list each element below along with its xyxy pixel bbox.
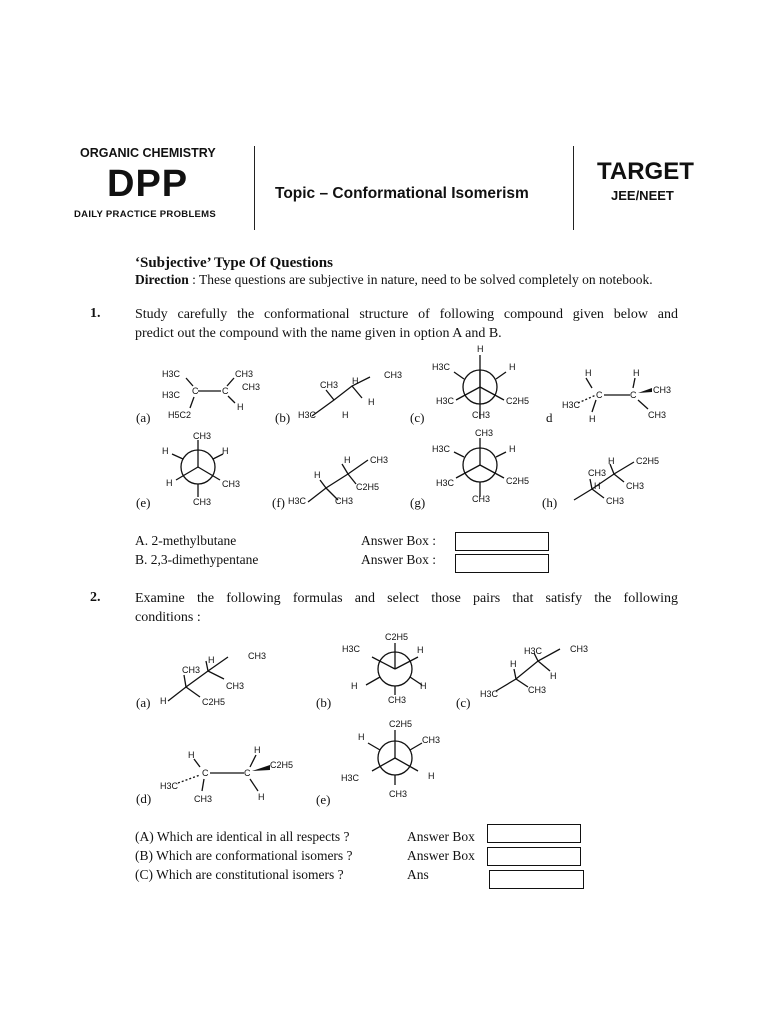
svg-text:(h): (h) [542,495,558,510]
q2-answer-box-c[interactable] [489,870,584,889]
q2-question-c: (C) Which are constitutional isomers ? [135,867,344,882]
svg-text:C2H5: C2H5 [202,697,226,707]
svg-text:H3C: H3C [436,396,455,406]
svg-text:H: H [510,659,517,669]
svg-text:CH3: CH3 [389,789,408,799]
direction-body: : These questions are subjective in nature, need to be solved completely on notebook. [192,272,653,287]
q2-structure-a [136,651,266,710]
subject-title: ORGANIC CHEMISTRY [80,146,216,160]
svg-text:H: H [358,732,365,742]
q1-structures [130,342,690,517]
q2-structure-c [456,644,588,710]
dpp-title: DPP [107,163,189,205]
svg-text:H: H [208,655,215,665]
svg-text:(a): (a) [136,410,151,425]
q1-structure-d [546,368,671,425]
q2-answer-box-b[interactable] [487,847,581,866]
q1-text-line1: Study carefully the conformational structure of following compound given below and [135,307,678,322]
svg-text:CH3: CH3 [475,428,494,438]
q1-option-b-answer-label: Answer Box : [361,552,436,567]
q1-option-b: B. 2,3-dimethypentane [135,552,259,567]
svg-text:CH3: CH3 [193,497,212,507]
q2-structure-b [316,632,427,710]
svg-text:H3C: H3C [480,689,499,699]
svg-text:H: H [344,455,351,465]
target-title: TARGET [597,158,694,185]
svg-text:(a): (a) [136,695,151,710]
svg-text:H3C: H3C [160,781,179,791]
svg-text:H3C: H3C [432,362,451,372]
svg-text:C2H5: C2H5 [636,456,660,466]
topic-title: Topic – Conformational Isomerism [275,185,529,202]
svg-text:(b): (b) [316,695,332,710]
q2-question-a-answer-label: Answer Box [407,829,475,844]
svg-text:H: H [509,362,516,372]
svg-text:C: C [222,386,229,396]
q1-structure-b [275,370,402,425]
svg-text:H: H [162,446,169,456]
svg-text:H3C: H3C [162,369,181,379]
svg-text:C2H5: C2H5 [385,632,409,642]
svg-text:CH3: CH3 [528,685,547,695]
svg-text:d: d [546,410,553,425]
svg-text:(d): (d) [136,791,152,806]
q2-question-a: (A) Which are identical in all respects ? [135,829,350,844]
svg-text:(f): (f) [272,495,285,510]
svg-text:C: C [630,390,637,400]
svg-text:CH3: CH3 [248,651,267,661]
svg-text:H: H [351,681,358,691]
svg-text:H: H [314,470,321,480]
svg-text:H: H [608,456,615,466]
svg-text:H: H [420,681,427,691]
q1-structure-e [136,431,240,510]
svg-text:H: H [585,368,592,378]
q1-answer-box-b[interactable] [455,554,549,573]
svg-text:(e): (e) [316,792,331,807]
svg-text:C: C [192,386,199,396]
svg-text:H: H [222,446,229,456]
dpp-subtitle: DAILY PRACTICE PROBLEMS [74,209,217,220]
q2-question-b-answer-label: Answer Box [407,848,475,863]
q1-number: 1. [90,306,101,321]
svg-text:(b): (b) [275,410,291,425]
svg-text:H: H [428,771,435,781]
svg-text:CH3: CH3 [388,695,407,705]
svg-text:H: H [237,402,244,412]
svg-text:H5C2: H5C2 [168,410,192,420]
svg-text:CH3: CH3 [626,481,645,491]
svg-text:H: H [342,410,349,420]
q2-text-line2: conditions : [135,610,201,625]
q2-structure-d [136,745,293,806]
svg-text:H3C: H3C [298,410,317,420]
svg-text:CH3: CH3 [193,431,212,441]
svg-text:C2H5: C2H5 [389,719,413,729]
q1-text [135,305,678,343]
svg-text:H: H [258,792,265,802]
svg-text:CH3: CH3 [235,369,254,379]
svg-text:CH3: CH3 [648,410,667,420]
svg-text:CH3: CH3 [606,496,625,506]
svg-text:CH3: CH3 [182,665,201,675]
svg-text:H: H [188,750,195,760]
svg-text:H: H [166,478,173,488]
q1-structure-h [542,456,659,510]
svg-text:H3C: H3C [562,400,581,410]
svg-text:CH3: CH3 [472,494,491,504]
q1-text-line2: predict out the compound with the name given in option A and B. [135,326,502,341]
direction-label: Direction [135,272,189,287]
header-divider-right [573,146,574,230]
svg-text:(e): (e) [136,495,151,510]
q1-option-a-answer-label: Answer Box : [361,533,436,548]
q2-text [135,589,678,627]
svg-text:H3C: H3C [436,478,455,488]
q2-answer-box-a[interactable] [487,824,581,843]
svg-text:CH3: CH3 [370,455,389,465]
q1-structure-c [410,344,529,425]
svg-text:H: H [160,696,167,706]
svg-text:H: H [477,344,484,354]
svg-text:H3C: H3C [432,444,451,454]
svg-text:CH3: CH3 [472,410,491,420]
svg-text:C2H5: C2H5 [270,760,294,770]
svg-text:C2H5: C2H5 [506,396,530,406]
q1-structure-g [410,428,529,510]
svg-text:CH3: CH3 [242,382,261,392]
svg-text:(g): (g) [410,495,426,510]
q1-structure-a [136,369,260,425]
svg-text:H3C: H3C [341,773,360,783]
q2-question-b: (B) Which are conformational isomers ? [135,848,353,863]
svg-text:CH3: CH3 [588,468,607,478]
svg-text:CH3: CH3 [653,385,672,395]
svg-text:H: H [594,481,601,491]
svg-text:H: H [550,671,557,681]
q2-structure-e [316,719,440,807]
svg-text:H3C: H3C [342,644,361,654]
q1-option-a: A. 2-methylbutane [135,533,237,548]
q2-question-c-answer-label: Ans [407,867,429,882]
svg-text:CH3: CH3 [194,794,213,804]
svg-text:CH3: CH3 [422,735,441,745]
svg-text:(c): (c) [456,695,471,710]
q2-structures [130,627,610,812]
q2-text-line1: Examine the following formulas and select those pairs that satisfy the following [135,591,678,606]
svg-text:H: H [417,645,424,655]
svg-text:H: H [633,368,640,378]
svg-text:H: H [254,745,261,755]
q1-structure-f [272,455,388,510]
svg-text:CH3: CH3 [570,644,589,654]
q1-answer-box-a[interactable] [455,532,549,551]
svg-text:H3C: H3C [162,390,181,400]
direction-text [135,272,653,288]
svg-text:H: H [368,397,375,407]
svg-text:H3C: H3C [524,646,543,656]
svg-text:CH3: CH3 [226,681,245,691]
target-exam: JEE/NEET [611,188,674,203]
svg-text:CH3: CH3 [384,370,403,380]
svg-text:H: H [589,414,596,424]
header-divider-left [254,146,255,230]
section-title: ‘Subjective’ Type Of Questions [135,255,333,271]
svg-text:CH3: CH3 [222,479,241,489]
svg-text:H: H [352,376,359,386]
svg-text:C: C [244,768,251,778]
q2-number: 2. [90,590,101,605]
svg-text:CH3: CH3 [320,380,339,390]
svg-text:H: H [509,444,516,454]
svg-text:H3C: H3C [288,496,307,506]
svg-text:C: C [202,768,209,778]
svg-text:C2H5: C2H5 [506,476,530,486]
svg-text:C: C [596,390,603,400]
svg-text:(c): (c) [410,410,425,425]
svg-text:CH3: CH3 [335,496,354,506]
svg-text:C2H5: C2H5 [356,482,380,492]
